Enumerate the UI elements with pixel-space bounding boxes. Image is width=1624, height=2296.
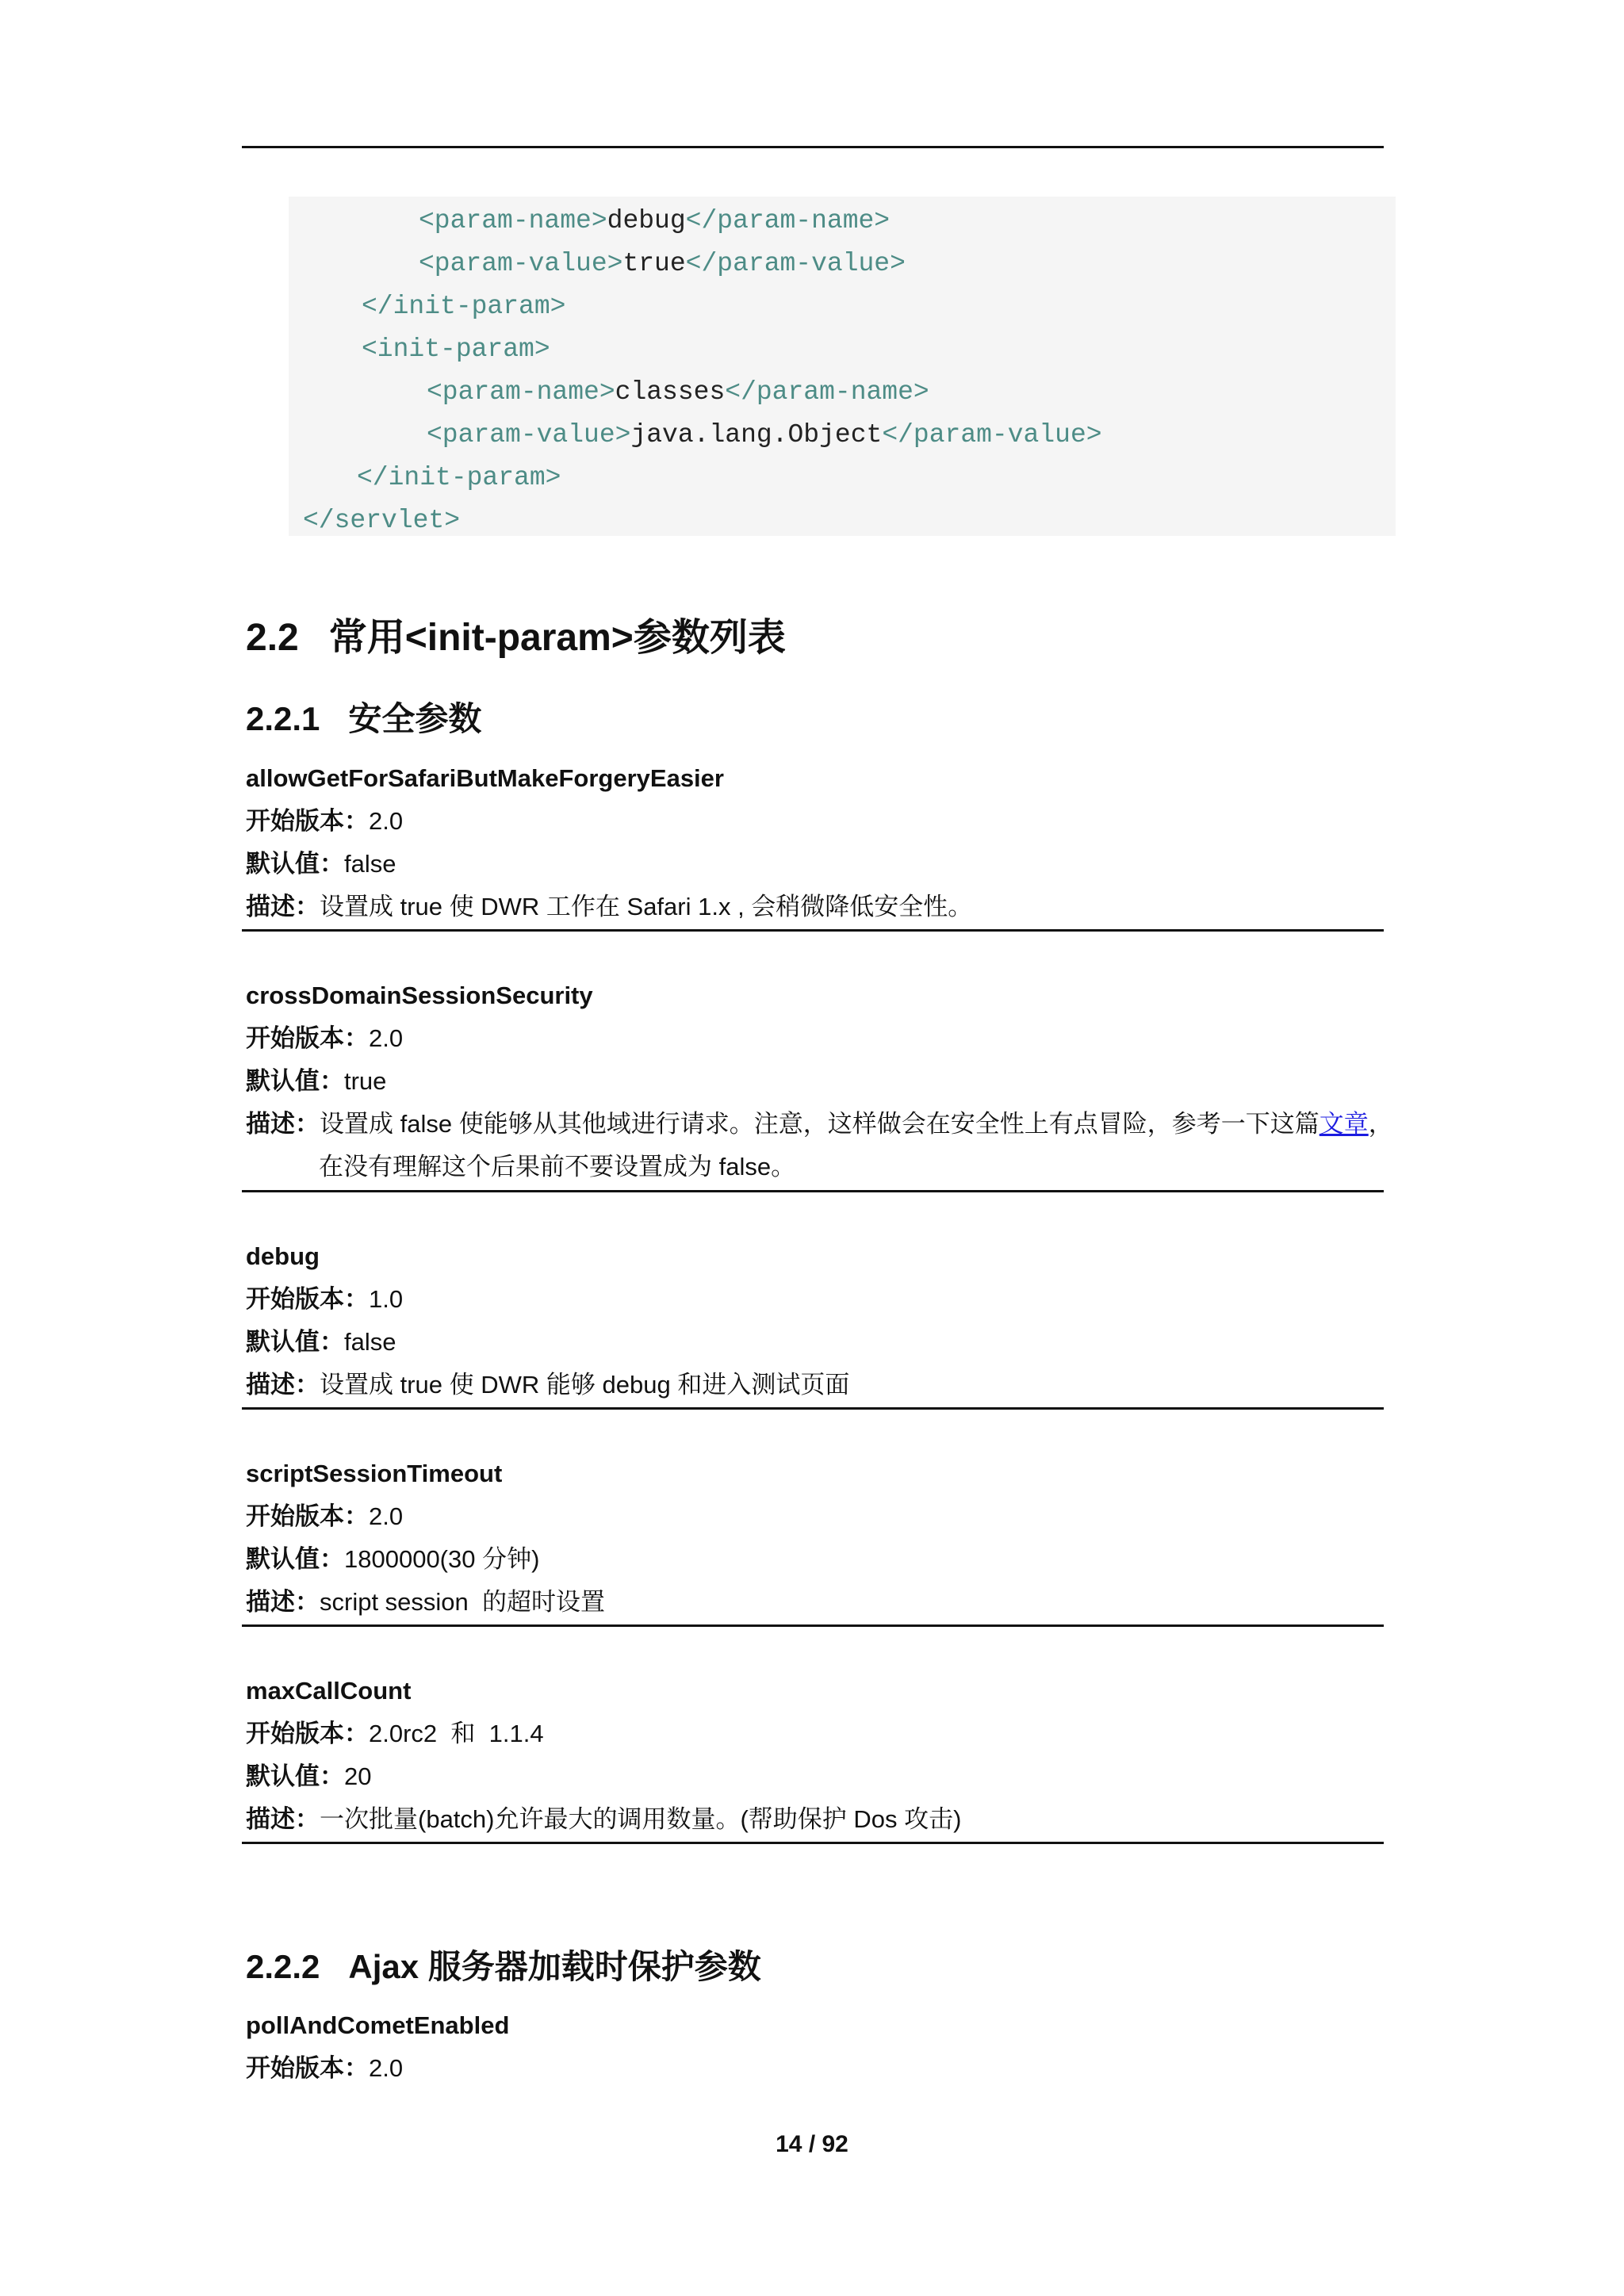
code-line: <param-name>debug</param-name> — [419, 206, 891, 235]
entry-divider — [242, 1407, 1384, 1410]
subsection-heading-security: 2.2.1 安全参数 — [246, 700, 482, 737]
param-entry — [246, 1452, 1385, 1624]
code-line: <init-param> — [362, 335, 550, 364]
param-since: 开始版本：2.0 — [246, 1024, 404, 1052]
code-line: <param-name>classes</param-name> — [427, 377, 929, 407]
page-number: 14 / 92 — [776, 2131, 848, 2157]
param-default: 默认值：true — [246, 1067, 387, 1095]
header-rule — [242, 146, 1384, 148]
param-entry — [246, 1670, 1385, 1841]
entry-divider — [242, 929, 1384, 932]
param-since: 开始版本：2.0 — [246, 807, 404, 835]
entry-divider — [242, 1624, 1384, 1627]
param-name: allowGetForSafariButMakeForgeryEasier — [246, 764, 724, 792]
param-entry — [246, 757, 1385, 928]
param-default: 默认值：20 — [246, 1762, 372, 1790]
param-name: maxCallCount — [246, 1677, 412, 1705]
param-entry — [246, 974, 1393, 1188]
code-line: <param-value>true</param-value> — [419, 249, 906, 278]
param-name: debug — [246, 1242, 320, 1270]
param-since: 开始版本：2.0 — [246, 2054, 404, 2082]
param-since: 开始版本：1.0 — [246, 1285, 404, 1313]
param-desc: 描述：设置成 false 使能够从其他域进行请求。注意，这样做会在安全性上有点冒险，参考一下这篇文章， — [246, 1110, 1393, 1138]
param-desc-continued: 在没有理解这个后果前不要设置成为 false。 — [319, 1153, 796, 1181]
entry-divider — [242, 1842, 1384, 1844]
param-entry — [246, 1235, 1385, 1406]
code-block — [289, 197, 1396, 536]
param-default: 默认值：false — [246, 850, 396, 878]
param-default: 默认值：false — [246, 1328, 396, 1356]
code-line: </init-param> — [357, 463, 561, 492]
param-name: crossDomainSessionSecurity — [246, 982, 593, 1009]
param-since: 开始版本：2.0rc2 和 1.1.4 — [246, 1720, 544, 1747]
code-line: </servlet> — [303, 506, 461, 535]
subsection-heading-ajax: 2.2.2 Ajax 服务器加载时保护参数 — [246, 1948, 761, 1985]
code-line: </init-param> — [362, 292, 566, 321]
param-default: 默认值：1800000(30 分钟) — [246, 1545, 540, 1573]
entry-divider — [242, 1190, 1384, 1192]
section-heading: 2.2 常用<init-param>参数列表 — [246, 617, 786, 659]
code-line: <param-value>java.lang.Object</param-value> — [427, 420, 1102, 450]
param-name: scriptSessionTimeout — [246, 1460, 503, 1487]
param-desc: 描述：一次批量(batch)允许最大的调用数量。(帮助保护 Dos 攻击) — [246, 1805, 962, 1833]
param-name: pollAndCometEnabled — [246, 2011, 510, 2039]
param-since: 开始版本：2.0 — [246, 1502, 404, 1530]
param-desc: 描述：设置成 true 使 DWR 能够 debug 和进入测试页面 — [246, 1371, 850, 1399]
article-link[interactable]: 文章 — [1319, 1110, 1369, 1138]
param-desc: 描述：设置成 true 使 DWR 工作在 Safari 1.x , 会稍微降低安全性。 — [246, 893, 973, 920]
param-desc: 描述：script session 的超时设置 — [246, 1588, 606, 1616]
param-entry — [246, 2004, 1385, 2090]
